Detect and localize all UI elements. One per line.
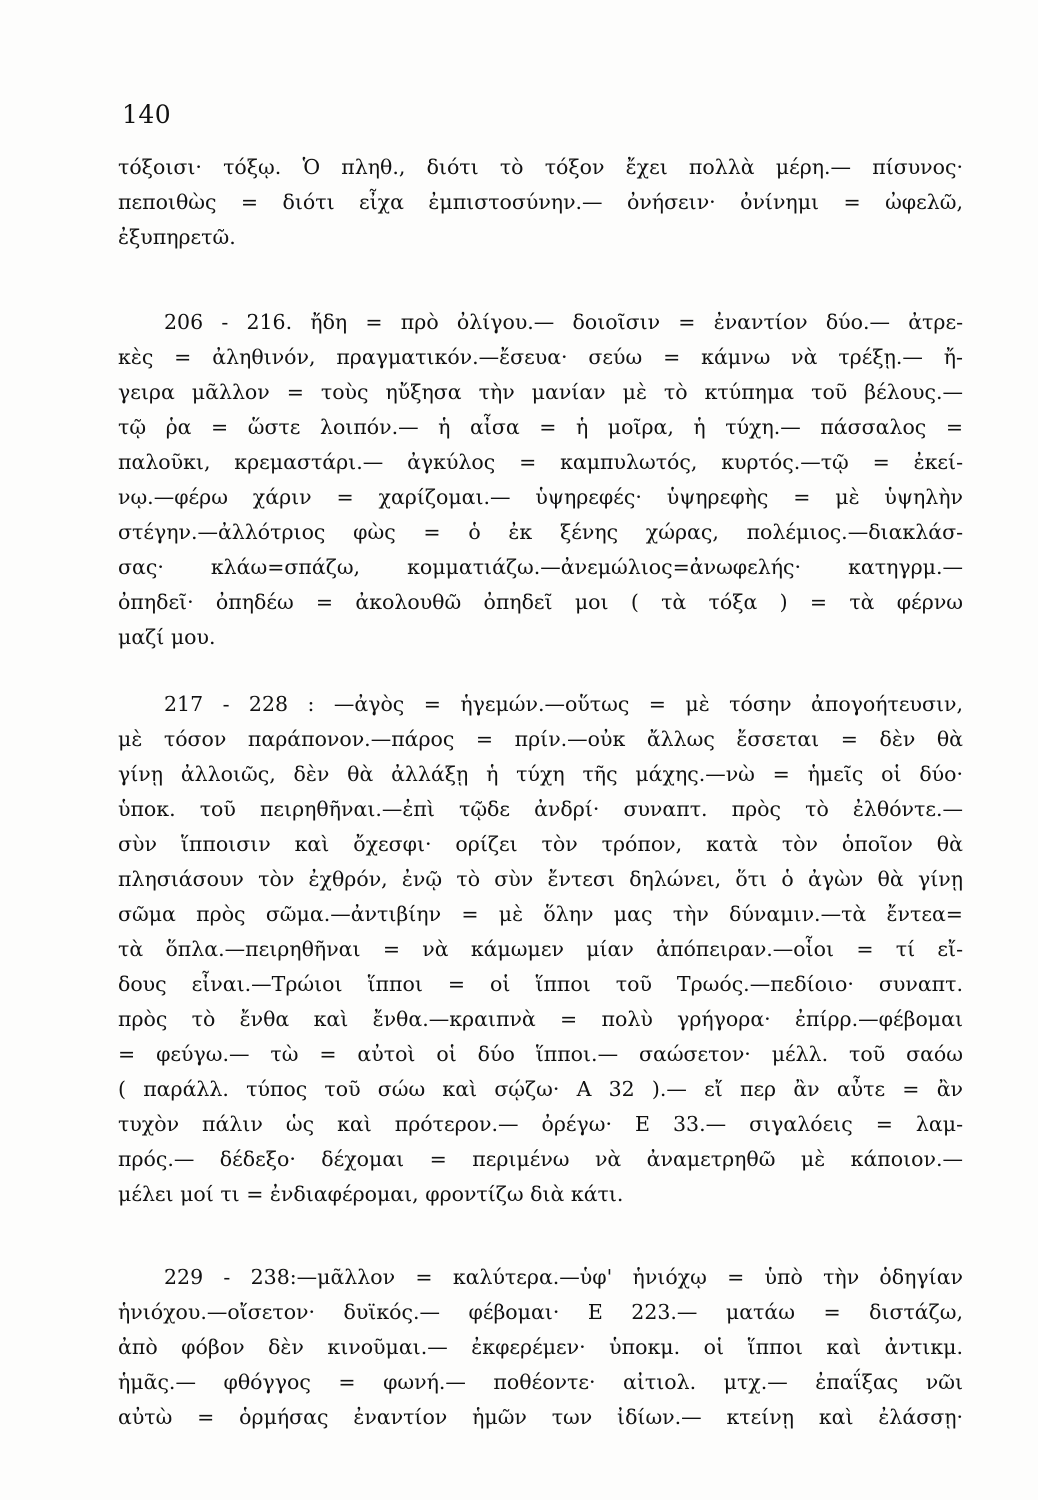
text-line: ἐξυπηρετῶ. xyxy=(118,225,236,249)
text-line: μέλει μοί τι = ἐνδιαφέρομαι, φροντίζω διὰ κάτι. xyxy=(118,1182,624,1206)
text-line: στέγην.—ἀλλότριος φὼς = ὁ ἐκ ξένης χώρας, πολέμιος.—διακλάσ- xyxy=(118,520,963,544)
text-line: πεποιθὼς = διότι εἶχα ἐμπιστοσύνην.— ὀνήσειν· ὀνίνημι = ὠφελῶ, xyxy=(118,190,963,214)
text-line: τῷ ῥα = ὥστε λοιπόν.— ἡ αἶσα = ἡ μοῖρα, ἡ τύχη.— πάσσαλος = xyxy=(118,415,963,439)
text-line: = φεύγω.— τὼ = αὐτοὶ οἱ δύο ἵπποι.— σαώσετον· μέλλ. τοῦ σαόω xyxy=(118,1042,963,1066)
text-line: γίνῃ ἀλλοιῶς, δὲν θὰ ἀλλάξῃ ἡ τύχη τῆς μάχης.—νὼ = ἡμεῖς οἱ δύο· xyxy=(118,762,963,786)
text-line: δους εἶναι.—Τρώιοι ἵπποι = οἱ ἵπποι τοῦ Τρωός.—πεδίοιο· συναπτ. xyxy=(118,972,963,996)
text-line: 217 - 228 : —ἀγὸς = ἡγεμών.—οὕτως = μὲ τόσην ἀπογοήτευσιν, xyxy=(164,692,963,716)
text-line: 206 - 216. ἤδη = πρὸ ὀλίγου.— δοιοῖσιν = ἐναντίον δύο.— ἀτρε- xyxy=(164,310,963,334)
text-line: μὲ τόσον παράπονον.—πάρος = πρίν.—οὐκ ἄλλως ἔσσεται = δὲν θὰ xyxy=(118,727,963,751)
text-line: πρὸς τὸ ἔνθα καὶ ἔνθα.—κραιπνὰ = πολὺ γρήγορα· ἐπίρρ.—φέβομαι xyxy=(118,1007,963,1031)
text-line: πρός.— δέδεξο· δέχομαι = περιμένω νὰ ἀναμετρηθῶ μὲ κάποιον.— xyxy=(118,1147,963,1171)
page-number: 140 xyxy=(122,100,172,129)
text-line: πλησιάσουν τὸν ἐχθρόν, ἐνῷ τὸ σὺν ἔντεσι δηλώνει, ὅτι ὁ ἀγὼν θὰ γίνῃ xyxy=(118,867,963,891)
text-line: τόξοισι· τόξῳ. Ὁ πληθ., διότι τὸ τόξον ἔχει πολλὰ μέρη.— πίσυνος· xyxy=(118,155,963,179)
text-line: ὀπηδεῖ· ὀπηδέω = ἀκολουθῶ ὀπηδεῖ μοι ( τὰ τόξα ) = τὰ φέρνω xyxy=(118,590,963,614)
text-line: μαζί μου. xyxy=(118,625,216,649)
text-line: σας· κλάω=σπάζω, κομματιάζω.—ἀνεμώλιος=ἀνωφελής· κατηγρμ.— xyxy=(118,555,963,579)
text-line: τυχὸν πάλιν ὡς καὶ πρότερον.— ὀρέγω· Ε 33.— σιγαλόεις = λαμ- xyxy=(118,1112,963,1136)
text-line: ἡνιόχου.—οἴσετον· δυϊκός.— φέβομαι· Ε 223.— ματάω = διστάζω, xyxy=(118,1300,963,1324)
text-line: αὐτὼ = ὁρμήσας ἐναντίον ἡμῶν των ἰδίων.— κτείνῃ καὶ ἐλάσσῃ· xyxy=(118,1405,963,1429)
paragraph-229-238 xyxy=(118,1260,963,1435)
text-line: ὑποκ. τοῦ πειρηθῆναι.—ἐπὶ τῷδε ἀνδρί· συναπτ. πρὸς τὸ ἐλθόντε.— xyxy=(118,797,963,821)
text-line: 229 - 238:—μᾶλλον = καλύτερα.—ὑφ' ἡνιόχῳ = ὑπὸ τὴν ὁδηγίαν xyxy=(164,1265,963,1289)
text-line: τὰ ὅπλα.—πειρηθῆναι = νὰ κάμωμεν μίαν ἀπόπειραν.—οἷοι = τί εἴ- xyxy=(118,937,963,961)
paragraph-intro xyxy=(118,150,963,255)
paragraph-206-216 xyxy=(118,305,963,655)
text-line: γειρα μᾶλλον = τοὺς ηὔξησα τὴν μανίαν μὲ τὸ κτύπημα τοῦ βέλους.— xyxy=(118,380,963,404)
paragraph-217-228 xyxy=(118,687,963,1212)
text-line: παλοῦκι, κρεμαστάρι.— ἀγκύλος = καμπυλωτός, κυρτός.—τῷ = ἐκεί- xyxy=(118,450,963,474)
text-line: νῳ.—φέρω χάριν = χαρίζομαι.— ὑψηρεφές· ὑψηρεφὴς = μὲ ὑψηλὴν xyxy=(118,485,963,509)
text-line: κὲς = ἀληθινόν, πραγματικόν.—ἔσευα· σεύω = κάμνω νὰ τρέξῃ.— ἤ- xyxy=(118,345,963,369)
text-line: ( παράλλ. τύπος τοῦ σώω καὶ σῴζω· Α 32 ).— εἴ περ ἂν αὖτε = ἂν xyxy=(118,1077,963,1101)
text-line: ἀπὸ φόβον δὲν κινοῦμαι.— ἐκφερέμεν· ὑποκμ. οἱ ἵπποι καὶ ἀντικμ. xyxy=(118,1335,963,1359)
text-line: ἡμᾶς.— φθόγγος = φωνή.— ποθέοντε· αἰτιολ. μτχ.— ἐπαΐξας νῶι xyxy=(118,1370,963,1394)
text-line: σῶμα πρὸς σῶμα.—ἀντιβίην = μὲ ὅλην μας τὴν δύναμιν.—τὰ ἔντεα= xyxy=(118,902,963,926)
text-line: σὺν ἵπποισιν καὶ ὄχεσφι· ορίζει τὸν τρόπον, κατὰ τὸν ὁποῖον θὰ xyxy=(118,832,963,856)
